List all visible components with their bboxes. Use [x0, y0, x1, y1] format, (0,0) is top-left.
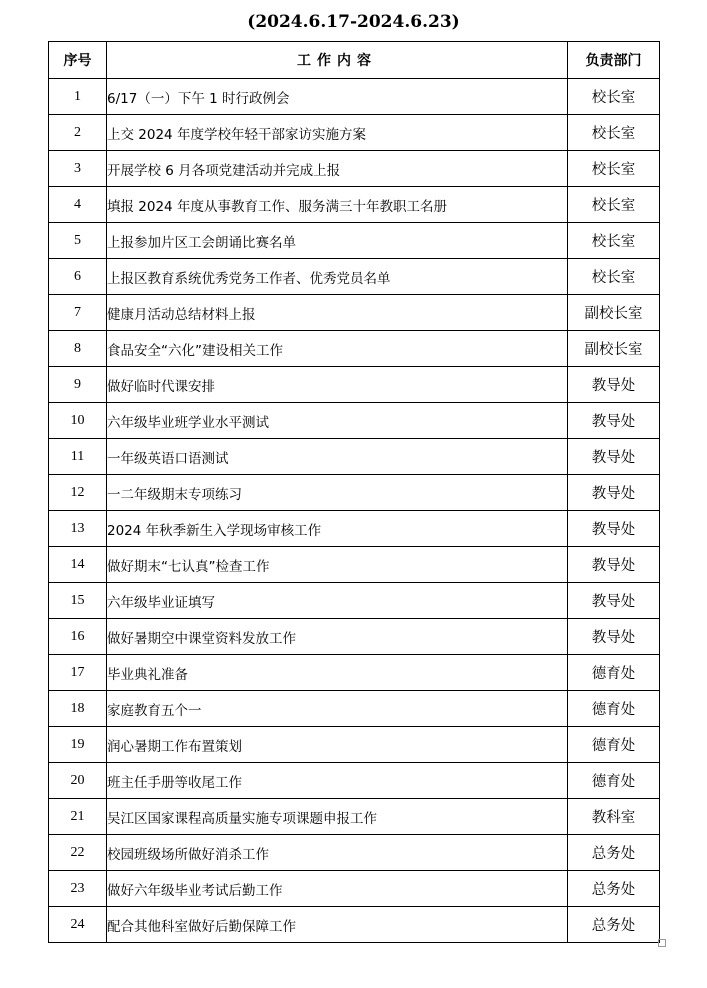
- row-content: 6/17（一）下午 1 时行政例会: [107, 79, 568, 115]
- table-row: [49, 763, 660, 799]
- row-department: 教导处: [568, 475, 660, 511]
- row-number: 15: [49, 583, 107, 619]
- row-number: 2: [49, 115, 107, 151]
- table-row: [49, 619, 660, 655]
- table-row: [49, 727, 660, 763]
- table-row: [49, 187, 660, 223]
- row-department: 校长室: [568, 223, 660, 259]
- table-row: [49, 439, 660, 475]
- row-content: 家庭教育五个一: [107, 691, 568, 727]
- row-content: 食品安全“六化”建设相关工作: [107, 331, 568, 367]
- row-number: 14: [49, 547, 107, 583]
- row-department: 校长室: [568, 187, 660, 223]
- row-number: 6: [49, 259, 107, 295]
- table-row: [49, 511, 660, 547]
- row-content: 做好六年级毕业考试后勤工作: [107, 871, 568, 907]
- row-department: 副校长室: [568, 331, 660, 367]
- row-content: 润心暑期工作布置策划: [107, 727, 568, 763]
- row-number: 11: [49, 439, 107, 475]
- row-department: 校长室: [568, 259, 660, 295]
- table-row: [49, 799, 660, 835]
- row-department: 教导处: [568, 547, 660, 583]
- row-department: 总务处: [568, 907, 660, 943]
- table-row: [49, 295, 660, 331]
- row-number: 17: [49, 655, 107, 691]
- row-content: 做好临时代课安排: [107, 367, 568, 403]
- row-number: 4: [49, 187, 107, 223]
- row-number: 5: [49, 223, 107, 259]
- row-number: 19: [49, 727, 107, 763]
- table-row: [49, 871, 660, 907]
- row-content: 2024 年秋季新生入学现场审核工作: [107, 511, 568, 547]
- table-row: [49, 403, 660, 439]
- row-number: 23: [49, 871, 107, 907]
- row-department: 教科室: [568, 799, 660, 835]
- table-row: [49, 907, 660, 943]
- row-content: 做好期末“七认真”检查工作: [107, 547, 568, 583]
- table-header-row: [49, 42, 660, 79]
- table-row: [49, 691, 660, 727]
- row-content: 健康月活动总结材料上报: [107, 295, 568, 331]
- table-row: [49, 475, 660, 511]
- row-content: 六年级毕业证填写: [107, 583, 568, 619]
- table-row: [49, 79, 660, 115]
- row-number: 21: [49, 799, 107, 835]
- row-number: 16: [49, 619, 107, 655]
- row-department: 德育处: [568, 763, 660, 799]
- row-content: 上交 2024 年度学校年轻干部家访实施方案: [107, 115, 568, 151]
- row-content: 毕业典礼准备: [107, 655, 568, 691]
- row-number: 7: [49, 295, 107, 331]
- row-content: 上报区教育系统优秀党务工作者、优秀党员名单: [107, 259, 568, 295]
- row-number: 13: [49, 511, 107, 547]
- row-department: 德育处: [568, 727, 660, 763]
- row-number: 24: [49, 907, 107, 943]
- row-number: 1: [49, 79, 107, 115]
- row-number: 8: [49, 331, 107, 367]
- paragraph-end-mark: [658, 939, 666, 947]
- row-number: 20: [49, 763, 107, 799]
- row-content: 班主任手册等收尾工作: [107, 763, 568, 799]
- table-row: [49, 259, 660, 295]
- row-content: 填报 2024 年度从事教育工作、服务满三十年教职工名册: [107, 187, 568, 223]
- row-number: 10: [49, 403, 107, 439]
- table-row: [49, 331, 660, 367]
- table-row: [49, 223, 660, 259]
- row-department: 教导处: [568, 439, 660, 475]
- row-department: 德育处: [568, 691, 660, 727]
- row-department: 总务处: [568, 871, 660, 907]
- row-department: 校长室: [568, 79, 660, 115]
- row-department: 总务处: [568, 835, 660, 871]
- table-body: [49, 79, 660, 943]
- row-content: 吴江区国家课程高质量实施专项课题申报工作: [107, 799, 568, 835]
- table-row: [49, 547, 660, 583]
- row-department: 教导处: [568, 367, 660, 403]
- row-content: 一年级英语口语测试: [107, 439, 568, 475]
- row-department: 德育处: [568, 655, 660, 691]
- row-department: 教导处: [568, 619, 660, 655]
- row-department: 校长室: [568, 151, 660, 187]
- row-department: 教导处: [568, 511, 660, 547]
- row-number: 12: [49, 475, 107, 511]
- row-number: 22: [49, 835, 107, 871]
- row-content: 做好暑期空中课堂资料发放工作: [107, 619, 568, 655]
- row-content: 配合其他科室做好后勤保障工作: [107, 907, 568, 943]
- row-department: 副校长室: [568, 295, 660, 331]
- row-content: 开展学校 6 月各项党建活动并完成上报: [107, 151, 568, 187]
- table-row: [49, 115, 660, 151]
- row-number: 9: [49, 367, 107, 403]
- header-content: 工作内容: [107, 42, 568, 79]
- row-number: 18: [49, 691, 107, 727]
- row-content: 校园班级场所做好消杀工作: [107, 835, 568, 871]
- row-number: 3: [49, 151, 107, 187]
- row-department: 校长室: [568, 115, 660, 151]
- schedule-table: [48, 41, 660, 943]
- row-department: 教导处: [568, 583, 660, 619]
- header-department: 负责部门: [568, 42, 660, 79]
- header-number: 序号: [49, 42, 107, 79]
- row-department: 教导处: [568, 403, 660, 439]
- table-row: [49, 367, 660, 403]
- table-row: [49, 835, 660, 871]
- row-content: 六年级毕业班学业水平测试: [107, 403, 568, 439]
- row-content: 一二年级期末专项练习: [107, 475, 568, 511]
- table-row: [49, 655, 660, 691]
- table-row: [49, 583, 660, 619]
- table-row: [49, 151, 660, 187]
- row-content: 上报参加片区工会朗诵比赛名单: [107, 223, 568, 259]
- page-title: (2024.6.17-2024.6.23): [247, 12, 460, 32]
